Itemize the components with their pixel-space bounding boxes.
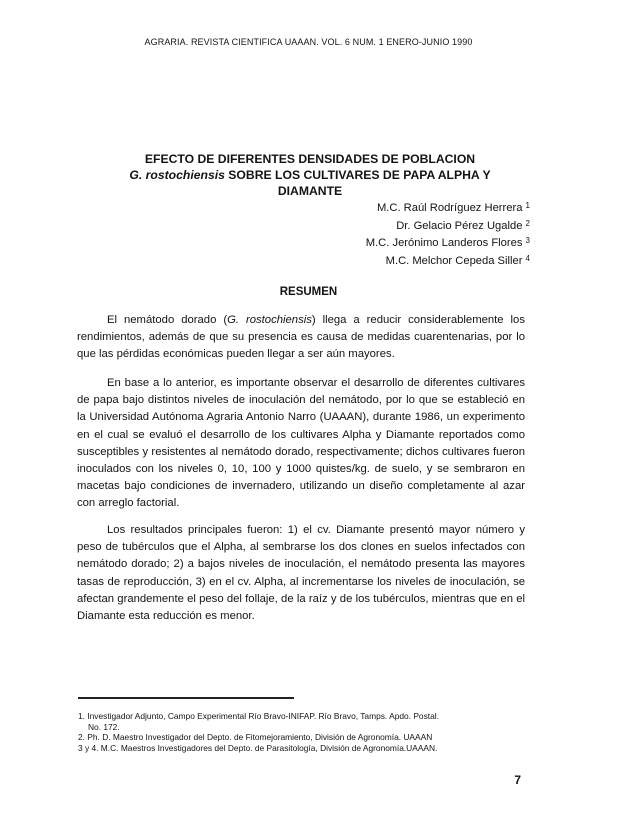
author-name: M.C. Raúl Rodríguez Herrera: [376, 202, 523, 214]
p1-text-b: ) llega a reducir considerablemente los rendimientos, además de que su presencia es causa de medidas cuarentenarias, por lo que las pérdidas económicas pueden llegar a ser aún mayores.: [77, 314, 525, 361]
abstract-paragraph-3: Los resultados principales fueron: 1) el cv. Diamante presentó mayor número y peso de tubérculos que el Alpha, al sembrarse los dos clones en suelos infectados con nemátodo dorado; 2) a bajos niveles de inoculación, el nemátodo presenta las mayores tasas de reproducción, 3) en el cv. Alpha, al incrementarse los niveles de inoculación, se afectan grandemente el peso del follaje, de la raíz y de los tubérculos, mientras que en el Diamante esta reducción es menor.: [77, 524, 525, 623]
author-mark: 4: [525, 253, 530, 263]
author-name: M.C. Jerónimo Landeros Flores: [365, 237, 523, 249]
footnote-1: 1. Investigador Adjunto, Campo Experimental Río Bravo-INIFAP. Río Bravo, Tamps. Apdo. Postal.: [78, 711, 439, 721]
title-line-3: DIAMANTE: [277, 184, 343, 198]
author-1: [366, 200, 530, 218]
author-mark: 1: [525, 201, 530, 210]
author-2: [366, 218, 530, 236]
footnote-2: 2. Ph. D. Maestro Investigador del Depto. de Fitomejoramiento, División de Agronomía. UAAAN: [78, 732, 433, 743]
page-number: 7: [514, 773, 521, 787]
title-line-2-rest: SOBRE LOS CULTIVARES DE PAPA ALPHA Y: [224, 168, 491, 182]
title-line-1: EFECTO DE DIFERENTES DENSIDADES DE POBLACION: [144, 152, 476, 166]
author-name: M.C. Melchor Cepeda Siller: [385, 254, 523, 267]
author-mark: 3: [525, 236, 530, 245]
author-list: [366, 200, 530, 270]
p1-text-a: El nemátodo dorado (: [107, 314, 228, 326]
abstract-heading: RESUMEN: [279, 286, 338, 298]
title-line-2: [60, 167, 560, 183]
author-3: [366, 235, 530, 253]
journal-header: AGRARIA. REVISTA CIENTIFICA UAAAN. VOL. 6 NUM. 1 ENERO-JUNIO 1990: [144, 37, 473, 47]
author-4: [366, 253, 530, 271]
title-species: G. rostochiensis: [129, 168, 225, 182]
footnote-1-cont: No. 172.: [88, 721, 120, 732]
abstract-paragraph-1: [77, 312, 525, 364]
abstract-paragraph-2: En base a lo anterior, es importante observar el desarrollo de diferentes cultivares de papa bajo distintos niveles de inoculación del nemátodo, por lo que se estableció en la Universidad Autónoma Agraria Antonio Narro (UAAAN), durante 1986, un experimento en el cual se evaluó el desarrollo de los cultivares Alpha y Diamante reportados como susceptibles y resistentes al nemátodo dorado, respectivamente; dichos cultivares fueron inoculados con los niveles 0, 10, 100 y 1000 quistes/kg. de suelo, y se sembraron en macetas bajo condiciones de invernadero, utilizando un diseño completamente al azar con arreglo factorial.: [77, 377, 525, 510]
footnote-rule: [78, 697, 294, 699]
author-mark: 2: [525, 218, 530, 228]
p1-species: G. rostochiensis: [227, 314, 312, 326]
article-title: [60, 151, 560, 199]
footnote-3: 3 y 4. M.C. Maestros Investigadores del Depto. de Parasitología, División de Agronomía.UAAAN.: [78, 742, 438, 753]
footnotes: [78, 711, 538, 753]
author-name: Dr. Gelacio Pérez Ugalde: [396, 219, 523, 232]
